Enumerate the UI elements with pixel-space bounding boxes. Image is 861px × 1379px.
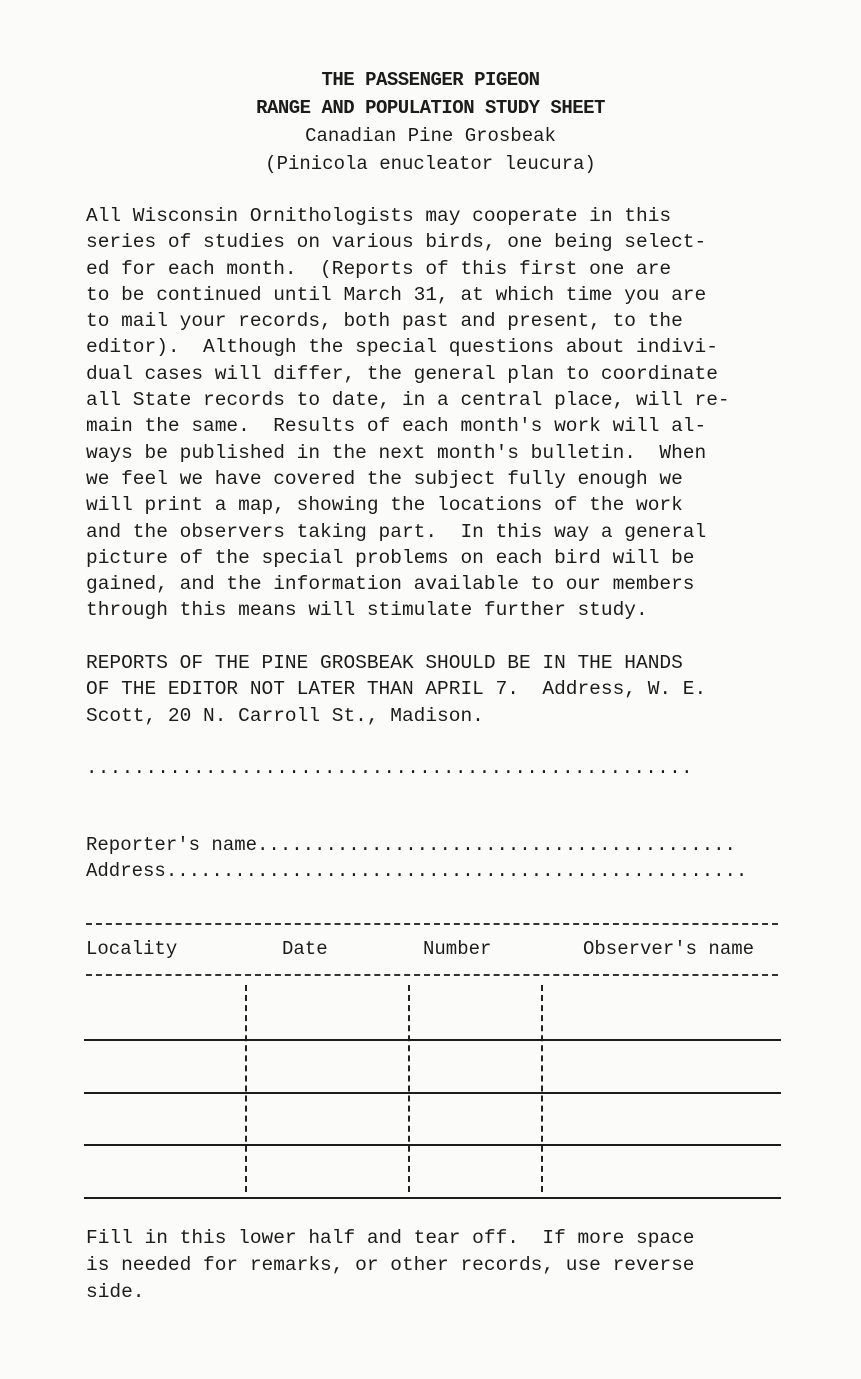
intro-line: editor). Although the special questions about indivi- (86, 336, 718, 359)
intro-line: to mail your records, both past and present, to the (86, 310, 683, 333)
intro-line: ed for each month. (Reports of this first one are (86, 257, 672, 280)
tear-line: ................................................... (86, 757, 693, 779)
intro-line: series of studies on various birds, one being select- (86, 231, 707, 254)
intro-line: All Wisconsin Ornithologists may cooperate in this (86, 205, 672, 227)
deadline-notice (86, 650, 826, 729)
footer-line: Fill in this lower half and tear off. If more space (86, 1227, 695, 1249)
column-header-locality: Locality (86, 938, 178, 960)
notice-line: Scott, 20 N. Carroll St., Madison. (86, 704, 484, 727)
address-label: Address (86, 860, 166, 882)
column-header-observer: Observer's name (583, 938, 755, 960)
sheet-header (0, 66, 861, 178)
intro-line: we feel we have covered the subject fully enough we (86, 467, 683, 490)
table-row[interactable] (86, 1146, 778, 1197)
intro-paragraph (86, 203, 826, 624)
reporter-name-dots: .......................................... (257, 834, 736, 856)
intro-line: will print a map, showing the locations of the work (86, 494, 683, 517)
intro-line: picture of the special problems on each bird will be (86, 546, 695, 569)
table-row[interactable] (86, 985, 778, 1039)
species-name: Canadian Pine Grosbeak (305, 125, 556, 147)
intro-line: and the observers taking part. In this way a general (86, 520, 707, 543)
reporter-name-field[interactable] (86, 834, 736, 856)
intro-line: main the same. Results of each month's work will al- (86, 415, 707, 438)
reporter-name-label: Reporter's name (86, 834, 258, 856)
footer-line: side. (86, 1281, 145, 1303)
intro-line: all State records to date, in a central place, will re- (86, 389, 730, 412)
intro-line: ways be published in the next month's bulletin. When (86, 441, 707, 464)
row-rule (84, 1197, 781, 1199)
notice-line: OF THE EDITOR NOT LATER THAN APRIL 7. Address, W. E. (86, 678, 707, 701)
footer-instructions (86, 1225, 695, 1306)
intro-line: dual cases will differ, the general plan to coordinate (86, 362, 718, 385)
intro-line: to be continued until March 31, at which time you are (86, 283, 707, 306)
latin-name: (Pinicola enucleator leucura) (265, 153, 596, 175)
table-row[interactable] (86, 1041, 778, 1092)
address-dots: ................................................... (165, 860, 748, 882)
publication-title: THE PASSENGER PIGEON (321, 69, 540, 91)
footer-line: is needed for remarks, or other records, use reverse (86, 1254, 695, 1276)
table-top-rule (86, 923, 778, 925)
address-field[interactable] (86, 860, 747, 882)
notice-line: REPORTS OF THE PINE GROSBEAK SHOULD BE IN THE HANDS (86, 652, 683, 674)
intro-line: through this means will stimulate further study. (86, 599, 648, 622)
table-row[interactable] (86, 1094, 778, 1144)
column-header-number: Number (423, 938, 492, 960)
header-rule (86, 974, 778, 976)
intro-line: gained, and the information available to our members (86, 573, 695, 596)
column-header-date: Date (282, 938, 328, 960)
sheet-subtitle: RANGE AND POPULATION STUDY SHEET (256, 97, 605, 119)
